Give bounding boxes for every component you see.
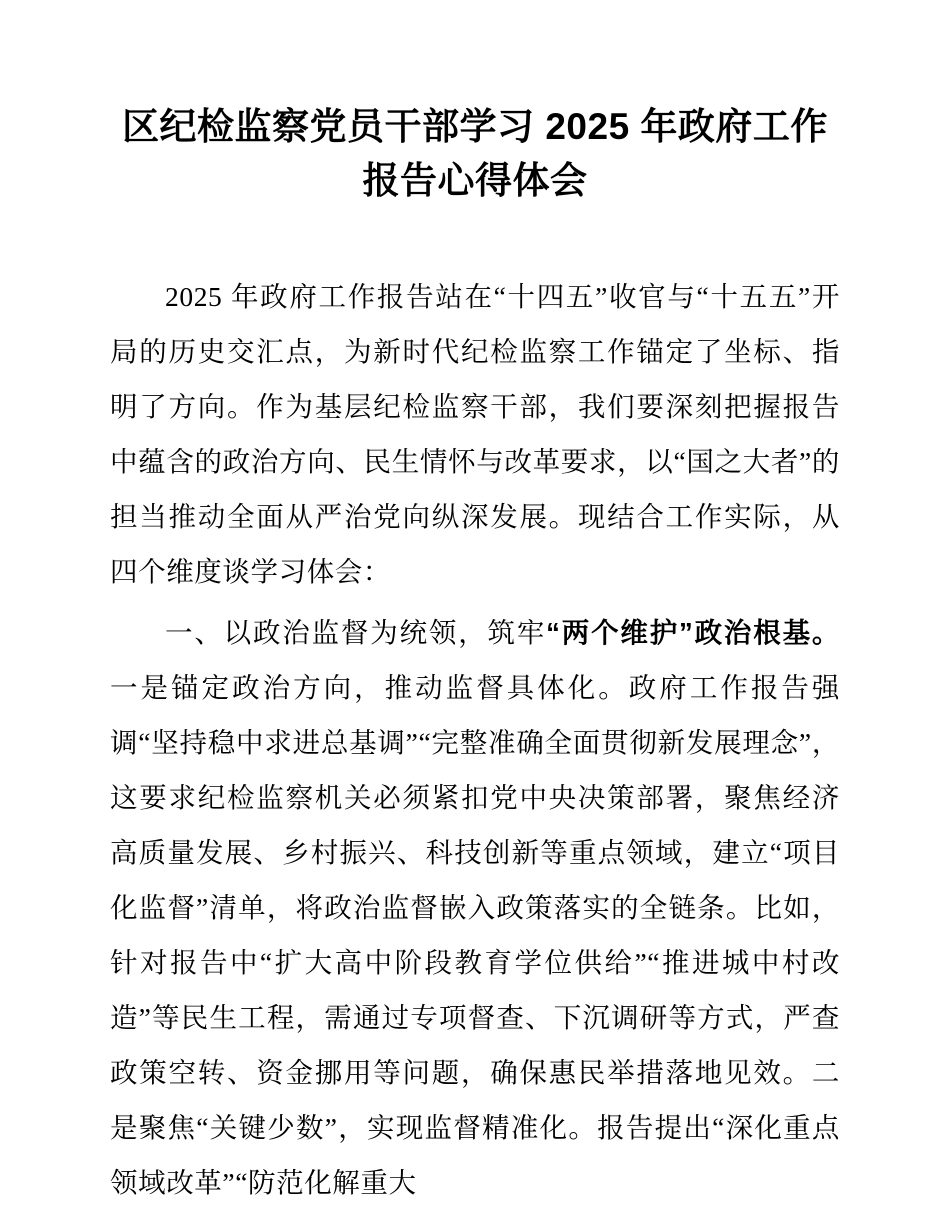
paragraph-intro: 2025 年政府工作报告站在“十四五”收官与“十五五”开局的历史交汇点，为新时代纪检监察工作锚定了坐标、指明了方向。作为基层纪检监察干部，我们要深刻把握报告中蕴含的政治方向、民生情怀与改革要求，以“国之大者”的担当推动全面从严治党向纵深发展。现结合工作实际，从四个维度谈学习体会： (110, 281, 840, 588)
page-title: 区纪检监察党员干部学习 2025 年政府工作报告心得体会 (122, 106, 828, 201)
paragraph-section-one: 一、以政治监督为统领，筑牢“两个维护”政治根基。一是锚定政治方向，推动监督具体化。政府工作报告强调“坚持稳中求进总基调”“完整准确全面贯彻新发展理念”，这要求纪检监察机关必须紧扣党中央决策部署，聚焦经济高质量发展、乡村振兴、科技创新等重点领域，建立“项目化监督”清单，将政治监督嵌入政策落实的全链条。比如，针对报告中“扩大高中阶段教育学位供给”“推进城中村改造”等民生工程，需通过专项督查、下沉调研等方式，严查政策空转、资金挪用等问题，确保惠民举措落地见效。二是聚焦“关键少数”，实现监督精准化。报告提出“深化重点领域改革”“防范化解重大 (110, 617, 840, 1199)
emphasis-text: 政治根基。 (693, 617, 840, 649)
document-body (110, 269, 840, 1210)
emphasis-text: “两个维护” (546, 617, 694, 649)
